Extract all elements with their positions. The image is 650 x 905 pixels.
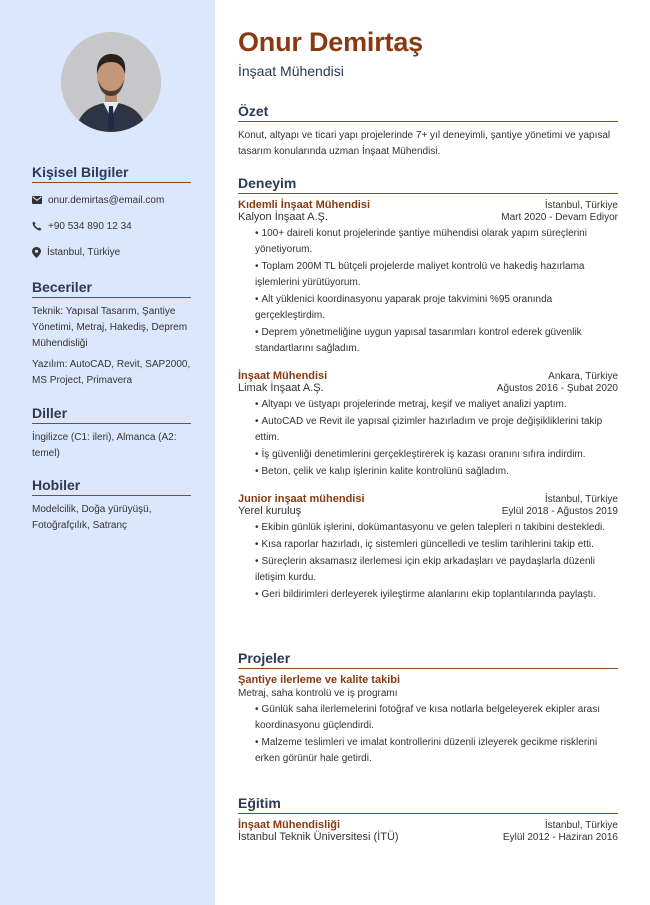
job-bullet: • Kısa raporlar hazırladı, iç sistemleri güncelledi ve teslim tarihlerini takip etti. xyxy=(255,537,618,553)
phone-icon xyxy=(32,221,42,231)
location-text: İstanbul, Türkiye xyxy=(47,246,121,258)
job-bullet: • Alt yüklenici koordinasyonu yaparak proje takvimini %95 oranında gerçekleştirdim. xyxy=(255,292,618,324)
job-bullet: • Altyapı ve üstyapı projelerinde metraj, keşif ve maliyet analizi yaptım. xyxy=(255,397,618,413)
school-name: İstanbul Teknik Üniversitesi (İTÜ) xyxy=(238,831,399,843)
job-bullets xyxy=(255,397,618,480)
job-bullet: • Toplam 200M TL bütçeli projelerde maliyet kontrolü ve hakediş hazırlama işlemlerini yürütüyorum. xyxy=(255,259,618,291)
personal-info-heading: Kişisel Bilgiler xyxy=(32,164,191,183)
job-company: Kalyon İnşaat A.Ş. xyxy=(238,211,328,223)
summary-section xyxy=(238,103,618,160)
languages-heading: Diller xyxy=(32,405,191,424)
location-pin-icon xyxy=(32,247,41,258)
project-bullet: • Günlük saha ilerlemelerini fotoğraf ve kısa notlarla belgeleyerek ekipler arası koordinasyonu güçlendirdi. xyxy=(255,702,618,734)
job-title: Kıdemli İnşaat Mühendisi xyxy=(238,199,371,211)
job-bullet: • AutoCAD ve Revit ile yapısal çizimler hazırladım ve proje değişikliklerini takip ettim. xyxy=(255,414,618,446)
skills-heading: Beceriler xyxy=(32,279,191,298)
project-bullet: • Malzeme teslimleri ve imalat kontrollerini düzenli izleyerek gecikme risklerini erken görünür hale getirdi. xyxy=(255,735,618,767)
education-location: İstanbul, Türkiye xyxy=(544,820,618,831)
job-dates: Mart 2020 - Devam Ediyor xyxy=(501,212,618,223)
envelope-icon xyxy=(32,196,42,204)
candidate-role: İnşaat Mühendisi xyxy=(238,63,344,79)
education-dates: Eylül 2012 - Haziran 2016 xyxy=(502,832,618,843)
education-heading: Eğitim xyxy=(238,795,618,814)
candidate-name: Onur Demirtaş xyxy=(238,27,423,57)
job-bullet: • Deprem yönetmeliğine uygun yapısal tasarımları kontrol ederek güvenlik standartlarını sağladım. xyxy=(255,325,618,357)
summary-text: Konut, altyapı ve ticari yapı projelerinde 7+ yıl deneyimli, şantiye yönetimi ve yapısal tasarım konularında uzman İnşaat Mühendisi. xyxy=(238,130,611,157)
education-section xyxy=(238,795,618,843)
phone-row[interactable] xyxy=(32,219,191,233)
project-title: Şantiye ilerleme ve kalite takibi xyxy=(238,674,401,686)
software-skills: Yazılım: AutoCAD, Revit, SAP2000, MS Project, Primavera xyxy=(32,359,191,386)
languages-section xyxy=(32,405,191,462)
education-entry xyxy=(238,819,618,843)
hobbies-section xyxy=(32,477,191,534)
avatar xyxy=(61,32,161,132)
job-entry xyxy=(238,199,618,357)
personal-info-section xyxy=(32,164,191,259)
job-bullets xyxy=(255,520,618,603)
job-entry xyxy=(238,370,618,480)
job-company: Yerel kuruluş xyxy=(238,505,302,517)
job-location: Ankara, Türkiye xyxy=(548,371,618,382)
job-title: Junior inşaat mühendisi xyxy=(238,493,365,505)
job-bullets xyxy=(255,226,618,357)
job-dates: Eylül 2018 - Ağustos 2019 xyxy=(501,506,618,517)
job-bullet: • Geri bildirimleri derleyerek iyileştirme alanlarını ekip toplantılarında paylaştı. xyxy=(255,587,618,603)
summary-heading: Özet xyxy=(238,103,618,122)
job-bullet: • Süreçlerin aksamasız ilerlemesi için ekip arkadaşları ve paydaşlarla düzenli iletişim kurdu. xyxy=(255,554,618,586)
email-text: onur.demirtas@email.com xyxy=(48,194,165,206)
project-subtitle: Metraj, saha kontrolü ve iş programı xyxy=(238,688,398,699)
job-bullet: • 100+ daireli konut projelerinde şantiye mühendisi olarak yapım süreçlerini yönetiyorum. xyxy=(255,226,618,258)
job-title: İnşaat Mühendisi xyxy=(238,370,328,382)
project-entry xyxy=(238,674,618,767)
skills-section xyxy=(32,279,191,389)
languages-text: İngilizce (C1: ileri), Almanca (A2: temel) xyxy=(32,432,177,459)
experience-section xyxy=(238,175,618,604)
hobbies-text: Modelcilik, Doğa yürüyüşü, Fotoğrafçılık, Satranç xyxy=(32,504,152,531)
profile-photo xyxy=(61,32,161,132)
email-row[interactable] xyxy=(32,193,191,207)
job-bullet: • Ekibin günlük işlerini, dokümantasyonu ve gelen talepleri n takibini destekledi. xyxy=(255,520,618,536)
job-location: İstanbul, Türkiye xyxy=(544,200,618,211)
job-bullet: • Beton, çelik ve kalıp işlerinin kalite kontrolünü sağladım. xyxy=(255,464,618,480)
experience-heading: Deneyim xyxy=(238,175,618,194)
job-bullet: • İş güvenliği denetimlerini gerçekleştirerek iş kazası oranını sıfıra indirdim. xyxy=(255,447,618,463)
job-dates: Ağustos 2016 - Şubat 2020 xyxy=(496,383,618,394)
phone-text: +90 534 890 12 34 xyxy=(48,220,132,232)
job-company: Limak İnşaat A.Ş. xyxy=(238,382,324,394)
degree-title: İnşaat Mühendisliği xyxy=(238,819,341,831)
projects-section xyxy=(238,650,618,768)
sidebar xyxy=(0,0,215,905)
job-location: İstanbul, Türkiye xyxy=(544,494,618,505)
project-bullets xyxy=(255,702,618,767)
technical-skills: Teknik: Yapısal Tasarım, Şantiye Yönetimi, Metraj, Hakediş, Deprem Mühendisliği xyxy=(32,306,188,349)
hobbies-heading: Hobiler xyxy=(32,477,191,496)
projects-heading: Projeler xyxy=(238,650,618,669)
location-row xyxy=(32,245,191,259)
job-entry xyxy=(238,493,618,603)
